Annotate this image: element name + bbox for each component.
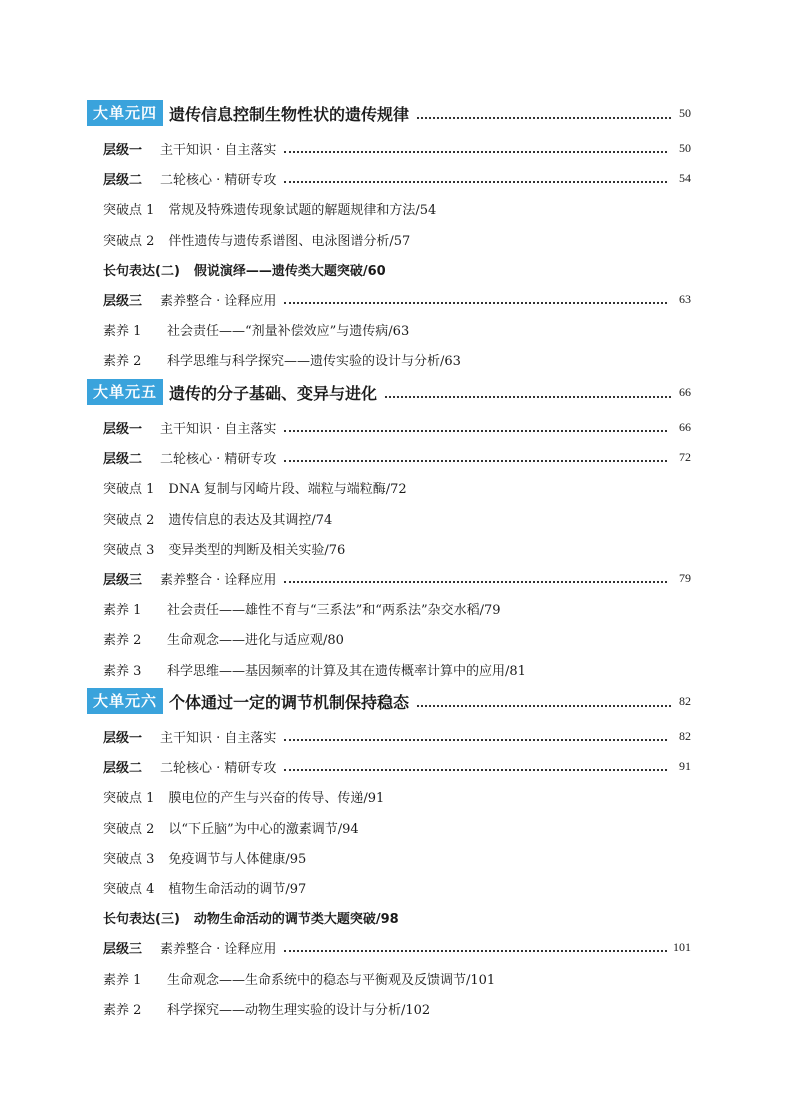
entry-label: 素养 3 bbox=[103, 663, 142, 679]
entry-text: 主干知识 · 自主落实 bbox=[160, 730, 277, 746]
entry-text: 社会责任——“剂量补偿效应”与遗传病/63 bbox=[167, 323, 410, 339]
unit-title: 个体通过一定的调节机制保持稳态 bbox=[169, 692, 410, 712]
unit-badge: 大单元六 bbox=[87, 688, 163, 714]
entry-label: 层级一 bbox=[103, 421, 143, 437]
entry-label: 素养 2 bbox=[103, 353, 142, 369]
toc-entry[interactable] bbox=[103, 876, 691, 898]
entry-label: 突破点 1 bbox=[103, 202, 155, 218]
entry-text: 以“下丘脑”为中心的激素调节/94 bbox=[168, 821, 359, 837]
dot-leader bbox=[284, 460, 667, 462]
entry-text: 植物生命活动的调节/97 bbox=[168, 881, 307, 897]
toc-entry[interactable] bbox=[103, 507, 691, 529]
entry-text: 生命观念——生命系统中的稳态与平衡观及反馈调节/101 bbox=[167, 972, 496, 988]
entry-text: 素养整合 · 诠释应用 bbox=[160, 941, 277, 957]
entry-label: 层级一 bbox=[103, 730, 143, 746]
page-number: 66 bbox=[679, 384, 691, 399]
page-number: 66 bbox=[679, 419, 691, 434]
entry-label: 素养 2 bbox=[103, 1002, 142, 1018]
entry-label: 突破点 1 bbox=[103, 481, 155, 497]
entry-text: 动物生命活动的调节类大题突破/98 bbox=[193, 911, 399, 927]
page-number: 82 bbox=[679, 693, 691, 708]
entry-text: DNA 复制与冈崎片段、端粒与端粒酶/72 bbox=[168, 481, 407, 497]
dot-leader bbox=[385, 396, 671, 398]
dot-leader bbox=[284, 950, 667, 952]
toc-entry[interactable] bbox=[103, 725, 691, 747]
entry-label: 素养 1 bbox=[103, 972, 142, 988]
entry-text: 社会责任——雄性不育与“三系法”和“两系法”杂交水稻/79 bbox=[167, 602, 501, 618]
toc-entry[interactable] bbox=[103, 627, 691, 649]
page-number: 54 bbox=[679, 170, 691, 185]
entry-text: 假说演绎——遗传类大题突破/60 bbox=[193, 263, 386, 279]
toc-entry[interactable] bbox=[103, 967, 691, 989]
entry-text: 二轮核心 · 精研专攻 bbox=[160, 760, 277, 776]
entry-text: 科学探究——动物生理实验的设计与分析/102 bbox=[167, 1002, 431, 1018]
entry-label: 层级一 bbox=[103, 142, 143, 158]
toc-entry[interactable] bbox=[103, 167, 691, 189]
toc-entry[interactable] bbox=[103, 816, 691, 838]
toc-entry[interactable] bbox=[103, 658, 691, 680]
entry-label: 突破点 3 bbox=[103, 851, 155, 867]
toc-entry[interactable] bbox=[103, 197, 691, 219]
entry-text: 科学思维与科学探究——遗传实验的设计与分析/63 bbox=[167, 353, 461, 369]
page-number: 50 bbox=[679, 105, 691, 120]
toc-entry[interactable] bbox=[103, 597, 691, 619]
dot-leader bbox=[284, 739, 667, 741]
entry-label: 素养 1 bbox=[103, 323, 142, 339]
dot-leader bbox=[284, 302, 667, 304]
unit-badge: 大单元四 bbox=[87, 100, 163, 126]
entry-text: 主干知识 · 自主落实 bbox=[160, 421, 277, 437]
toc-entry[interactable] bbox=[103, 906, 691, 928]
entry-label: 突破点 2 bbox=[103, 821, 155, 837]
entry-text: 免疫调节与人体健康/95 bbox=[168, 851, 307, 867]
entry-label: 突破点 4 bbox=[103, 881, 155, 897]
entry-label: 突破点 1 bbox=[103, 790, 155, 806]
dot-leader bbox=[284, 769, 667, 771]
toc-entry[interactable] bbox=[103, 997, 691, 1019]
dot-leader bbox=[284, 430, 667, 432]
unit-header[interactable] bbox=[87, 379, 691, 405]
entry-text: 素养整合 · 诠释应用 bbox=[160, 293, 277, 309]
toc-entry[interactable] bbox=[103, 348, 691, 370]
toc-entry[interactable] bbox=[103, 318, 691, 340]
toc-entry[interactable] bbox=[103, 936, 691, 958]
toc-entry[interactable] bbox=[103, 137, 691, 159]
dot-leader bbox=[417, 705, 671, 707]
toc-entry[interactable] bbox=[103, 476, 691, 498]
unit-header[interactable] bbox=[87, 100, 691, 126]
entry-label: 素养 1 bbox=[103, 602, 142, 618]
entry-text: 遗传信息的表达及其调控/74 bbox=[168, 512, 333, 528]
entry-label: 突破点 2 bbox=[103, 233, 155, 249]
toc-entry[interactable] bbox=[103, 755, 691, 777]
page-number: 63 bbox=[679, 291, 691, 306]
entry-text: 变异类型的判断及相关实验/76 bbox=[168, 542, 346, 558]
toc-entry[interactable] bbox=[103, 846, 691, 868]
toc-entry[interactable] bbox=[103, 785, 691, 807]
entry-text: 伴性遗传与遗传系谱图、电泳图谱分析/57 bbox=[168, 233, 411, 249]
toc-entry[interactable] bbox=[103, 446, 691, 468]
page-number: 91 bbox=[679, 758, 691, 773]
entry-label: 长句表达(二) bbox=[103, 263, 180, 279]
entry-label: 突破点 2 bbox=[103, 512, 155, 528]
entry-label: 层级二 bbox=[103, 172, 143, 188]
entry-label: 层级二 bbox=[103, 451, 143, 467]
entry-label: 长句表达(三) bbox=[103, 911, 180, 927]
dot-leader bbox=[284, 581, 667, 583]
entry-label: 层级三 bbox=[103, 941, 143, 957]
entry-text: 二轮核心 · 精研专攻 bbox=[160, 172, 277, 188]
unit-title: 遗传信息控制生物性状的遗传规律 bbox=[169, 104, 410, 124]
toc-entry[interactable] bbox=[103, 567, 691, 589]
toc-entry[interactable] bbox=[103, 537, 691, 559]
entry-label: 层级三 bbox=[103, 293, 143, 309]
dot-leader bbox=[417, 117, 671, 119]
toc-entry[interactable] bbox=[103, 258, 691, 280]
unit-header[interactable] bbox=[87, 688, 691, 714]
page-number: 50 bbox=[679, 140, 691, 155]
toc-entry[interactable] bbox=[103, 288, 691, 310]
toc-entry[interactable] bbox=[103, 228, 691, 250]
unit-title: 遗传的分子基础、变异与进化 bbox=[169, 383, 378, 403]
entry-text: 科学思维——基因频率的计算及其在遗传概率计算中的应用/81 bbox=[167, 663, 526, 679]
entry-text: 二轮核心 · 精研专攻 bbox=[160, 451, 277, 467]
entry-text: 常规及特殊遗传现象试题的解题规律和方法/54 bbox=[168, 202, 437, 218]
entry-label: 层级三 bbox=[103, 572, 143, 588]
page-number: 101 bbox=[673, 939, 691, 954]
unit-badge: 大单元五 bbox=[87, 379, 163, 405]
entry-text: 生命观念——进化与适应观/80 bbox=[167, 632, 344, 648]
entry-text: 膜电位的产生与兴奋的传导、传递/91 bbox=[168, 790, 385, 806]
entry-text: 素养整合 · 诠释应用 bbox=[160, 572, 277, 588]
dot-leader bbox=[284, 151, 667, 153]
entry-label: 素养 2 bbox=[103, 632, 142, 648]
dot-leader bbox=[284, 181, 667, 183]
page-number: 82 bbox=[679, 728, 691, 743]
page-number: 79 bbox=[679, 570, 691, 585]
entry-label: 层级二 bbox=[103, 760, 143, 776]
toc-entry[interactable] bbox=[103, 416, 691, 438]
entry-text: 主干知识 · 自主落实 bbox=[160, 142, 277, 158]
entry-label: 突破点 3 bbox=[103, 542, 155, 558]
page-number: 72 bbox=[679, 449, 691, 464]
